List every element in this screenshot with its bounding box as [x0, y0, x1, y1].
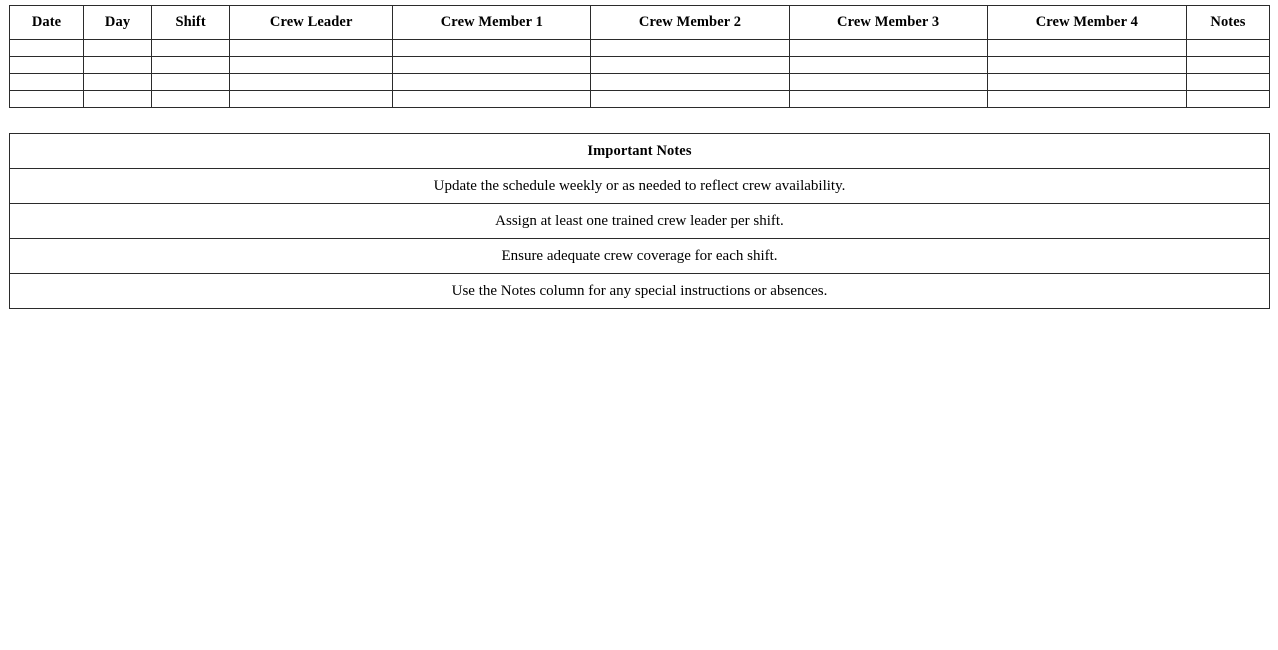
cell-crew-member-2[interactable] — [591, 91, 789, 108]
cell-crew-member-3[interactable] — [789, 74, 987, 91]
notes-table-body — [10, 169, 1270, 309]
column-header-crew-leader: Crew Leader — [230, 6, 393, 40]
column-header-date: Date — [10, 6, 84, 40]
important-notes-table — [9, 133, 1270, 309]
cell-date[interactable] — [10, 91, 84, 108]
note-item-1: Update the schedule weekly or as needed to reflect crew availability. — [10, 169, 1270, 204]
note-item-2: Assign at least one trained crew leader per shift. — [10, 204, 1270, 239]
cell-day[interactable] — [84, 57, 152, 74]
column-header-day: Day — [84, 6, 152, 40]
important-notes-table-container — [9, 133, 1270, 309]
cell-crew-member-4[interactable] — [987, 74, 1186, 91]
cell-crew-member-2[interactable] — [591, 40, 789, 57]
cell-crew-member-1[interactable] — [393, 40, 591, 57]
cell-notes[interactable] — [1186, 91, 1269, 108]
cell-shift[interactable] — [152, 57, 230, 74]
list-item — [10, 239, 1270, 274]
cell-shift[interactable] — [152, 74, 230, 91]
column-header-crew-member-2: Crew Member 2 — [591, 6, 789, 40]
column-header-crew-member-4: Crew Member 4 — [987, 6, 1186, 40]
table-row[interactable] — [10, 40, 1270, 57]
cell-crew-member-4[interactable] — [987, 57, 1186, 74]
cell-crew-member-4[interactable] — [987, 40, 1186, 57]
column-header-shift: Shift — [152, 6, 230, 40]
list-item — [10, 204, 1270, 239]
schedule-table-head — [10, 6, 1270, 40]
cell-notes[interactable] — [1186, 57, 1269, 74]
cell-crew-member-1[interactable] — [393, 91, 591, 108]
notes-header-row — [10, 134, 1270, 169]
crew-schedule-table-container — [9, 5, 1270, 108]
cell-shift[interactable] — [152, 91, 230, 108]
schedule-table-body — [10, 40, 1270, 108]
cell-crew-member-3[interactable] — [789, 40, 987, 57]
cell-crew-leader[interactable] — [230, 57, 393, 74]
list-item — [10, 274, 1270, 309]
list-item — [10, 169, 1270, 204]
cell-crew-leader[interactable] — [230, 40, 393, 57]
table-row[interactable] — [10, 91, 1270, 108]
cell-date[interactable] — [10, 40, 84, 57]
note-item-4: Use the Notes column for any special instructions or absences. — [10, 274, 1270, 309]
cell-notes[interactable] — [1186, 40, 1269, 57]
cell-day[interactable] — [84, 74, 152, 91]
column-header-crew-member-3: Crew Member 3 — [789, 6, 987, 40]
note-item-3: Ensure adequate crew coverage for each shift. — [10, 239, 1270, 274]
column-header-crew-member-1: Crew Member 1 — [393, 6, 591, 40]
column-header-notes: Notes — [1186, 6, 1269, 40]
cell-crew-leader[interactable] — [230, 91, 393, 108]
cell-date[interactable] — [10, 57, 84, 74]
crew-schedule-table — [9, 5, 1270, 108]
cell-crew-member-1[interactable] — [393, 57, 591, 74]
notes-table-head — [10, 134, 1270, 169]
important-notes-title: Important Notes — [10, 134, 1270, 169]
cell-crew-member-1[interactable] — [393, 74, 591, 91]
schedule-header-row — [10, 6, 1270, 40]
cell-day[interactable] — [84, 91, 152, 108]
cell-crew-member-4[interactable] — [987, 91, 1186, 108]
cell-crew-member-3[interactable] — [789, 57, 987, 74]
table-row[interactable] — [10, 74, 1270, 91]
cell-crew-member-2[interactable] — [591, 74, 789, 91]
cell-notes[interactable] — [1186, 74, 1269, 91]
cell-day[interactable] — [84, 40, 152, 57]
cell-crew-leader[interactable] — [230, 74, 393, 91]
table-row[interactable] — [10, 57, 1270, 74]
cell-crew-member-3[interactable] — [789, 91, 987, 108]
cell-date[interactable] — [10, 74, 84, 91]
cell-crew-member-2[interactable] — [591, 57, 789, 74]
cell-shift[interactable] — [152, 40, 230, 57]
